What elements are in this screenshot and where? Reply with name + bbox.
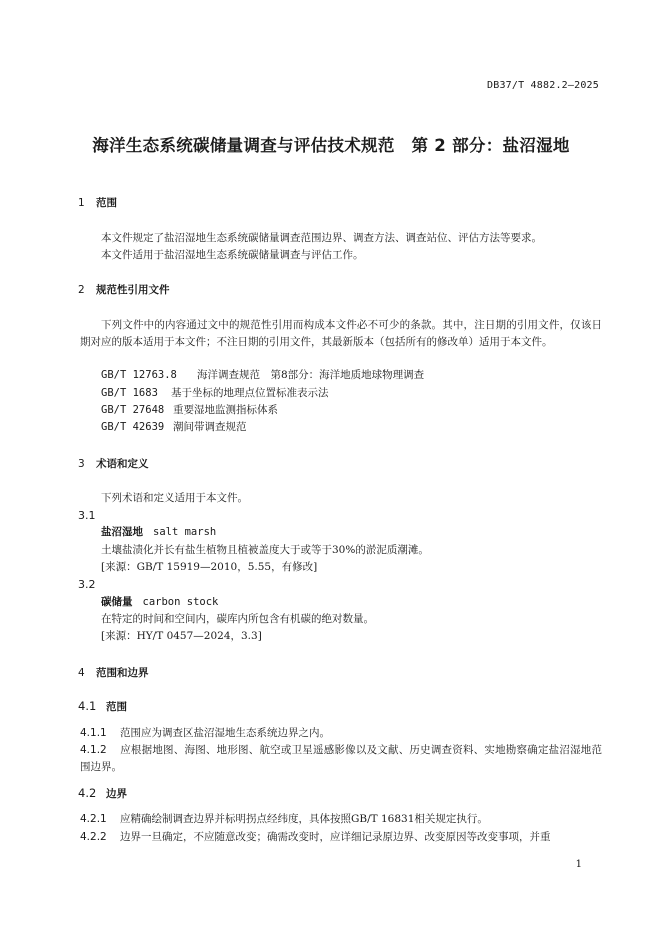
term-definition: 在特定的时间和空间内，碳库内所包含有机碳的绝对数量。 bbox=[101, 613, 374, 625]
subsection-number: 4.1 bbox=[78, 699, 97, 713]
section-number: 1 bbox=[78, 197, 85, 209]
clause-text: 应精确绘制调查边界并标明拐点经纬度，具体按照GB/T 16831相关规定执行。 bbox=[120, 813, 488, 825]
reference-title: 潮间带调查规范 bbox=[173, 421, 247, 433]
clause-number: 4.2.2 bbox=[80, 831, 107, 843]
term-number: 3.2 bbox=[78, 578, 96, 591]
term-entry bbox=[101, 596, 218, 609]
paragraph: 本文件规定了盐沼湿地生态系统碳储量调查范围边界、调查方法、调查站位、评估方法等要求。 bbox=[101, 232, 542, 244]
term-definition: 土壤盐渍化并长有盐生植物且植被盖度大于或等于30%的淤泥质潮滩。 bbox=[101, 544, 429, 556]
reference-title: 海洋调查规范 第8部分：海洋地质地球物理调查 bbox=[197, 369, 425, 381]
reference-item bbox=[101, 369, 424, 382]
reference-item bbox=[101, 387, 329, 400]
clause-text: 范围应为调查区盐沼湿地生态系统边界之内。 bbox=[120, 727, 330, 739]
document-number: DB37/T 4882.2—2025 bbox=[487, 80, 599, 91]
clause bbox=[80, 829, 602, 846]
clause bbox=[80, 725, 602, 742]
clause-text: 应根据地图、海图、地形图、航空或卫星遥感影像以及文献、历史调查资料、实地勘察确定盐沼湿地范围边界。 bbox=[80, 744, 602, 773]
reference-code: GB/T 12763.8 bbox=[101, 369, 177, 381]
reference-code: GB/T 27648 bbox=[101, 404, 165, 416]
term-chinese: 盐沼湿地 bbox=[101, 526, 143, 538]
term-source: [来源：HY/T 0457—2024，3.3] bbox=[101, 630, 262, 642]
subsection-4-2-heading bbox=[78, 786, 127, 801]
reference-item bbox=[101, 421, 247, 434]
term-source: [来源：GB/T 15919—2010，5.55，有修改] bbox=[101, 561, 318, 573]
reference-item bbox=[101, 404, 278, 417]
clause-number: 4.2.1 bbox=[80, 813, 107, 825]
section-3-heading bbox=[78, 458, 149, 471]
section-1-heading bbox=[78, 197, 117, 210]
paragraph: 下列文件中的内容通过文中的规范性引用而构成本文件必不可少的条款。其中，注日期的引用文件，仅该日期对应的版本适用于本文件；不注日期的引用文件，其最新版本（包括所有的修改单）适用于本文件。 bbox=[80, 319, 602, 348]
subsection-4-1-heading bbox=[78, 699, 127, 714]
term-english: carbon stock bbox=[142, 596, 219, 608]
term-english: salt marsh bbox=[153, 526, 217, 538]
section-number: 3 bbox=[78, 458, 85, 470]
document-title: 海洋生态系统碳储量调查与评估技术规范 第 2 部分：盐沼湿地 bbox=[92, 136, 570, 155]
section-title: 规范性引用文件 bbox=[96, 284, 170, 296]
clause bbox=[80, 811, 602, 828]
paragraph: 下列术语和定义适用于本文件。 bbox=[101, 492, 248, 504]
clause-text: 边界一旦确定，不应随意改变；确需改变时，应详细记录原边界、改变原因等改变事项，并重 bbox=[120, 831, 551, 843]
section-4-heading bbox=[78, 667, 149, 680]
page-number: 1 bbox=[575, 859, 582, 870]
section-title: 范围和边界 bbox=[96, 667, 149, 679]
reference-title: 基于坐标的地理点位置标准表示法 bbox=[171, 387, 329, 399]
term-number: 3.1 bbox=[78, 509, 96, 522]
term-chinese: 碳储量 bbox=[101, 596, 133, 608]
clause-number: 4.1.2 bbox=[80, 744, 107, 756]
section-title: 范围 bbox=[96, 197, 117, 209]
subsection-number: 4.2 bbox=[78, 786, 97, 800]
section-number: 2 bbox=[78, 284, 85, 296]
reference-code: GB/T 42639 bbox=[101, 421, 165, 433]
subsection-title: 范围 bbox=[106, 701, 127, 713]
section-number: 4 bbox=[78, 667, 85, 679]
paragraph: 本文件适用于盐沼湿地生态系统碳储量调查与评估工作。 bbox=[101, 249, 364, 261]
reference-code: GB/T 1683 bbox=[101, 387, 158, 399]
subsection-title: 边界 bbox=[106, 788, 127, 800]
clause bbox=[80, 742, 602, 776]
clause-number: 4.1.1 bbox=[80, 727, 107, 739]
section-2-heading bbox=[78, 284, 170, 297]
term-entry bbox=[101, 526, 216, 539]
section-title: 术语和定义 bbox=[96, 458, 149, 470]
reference-title: 重要湿地监测指标体系 bbox=[173, 404, 278, 416]
